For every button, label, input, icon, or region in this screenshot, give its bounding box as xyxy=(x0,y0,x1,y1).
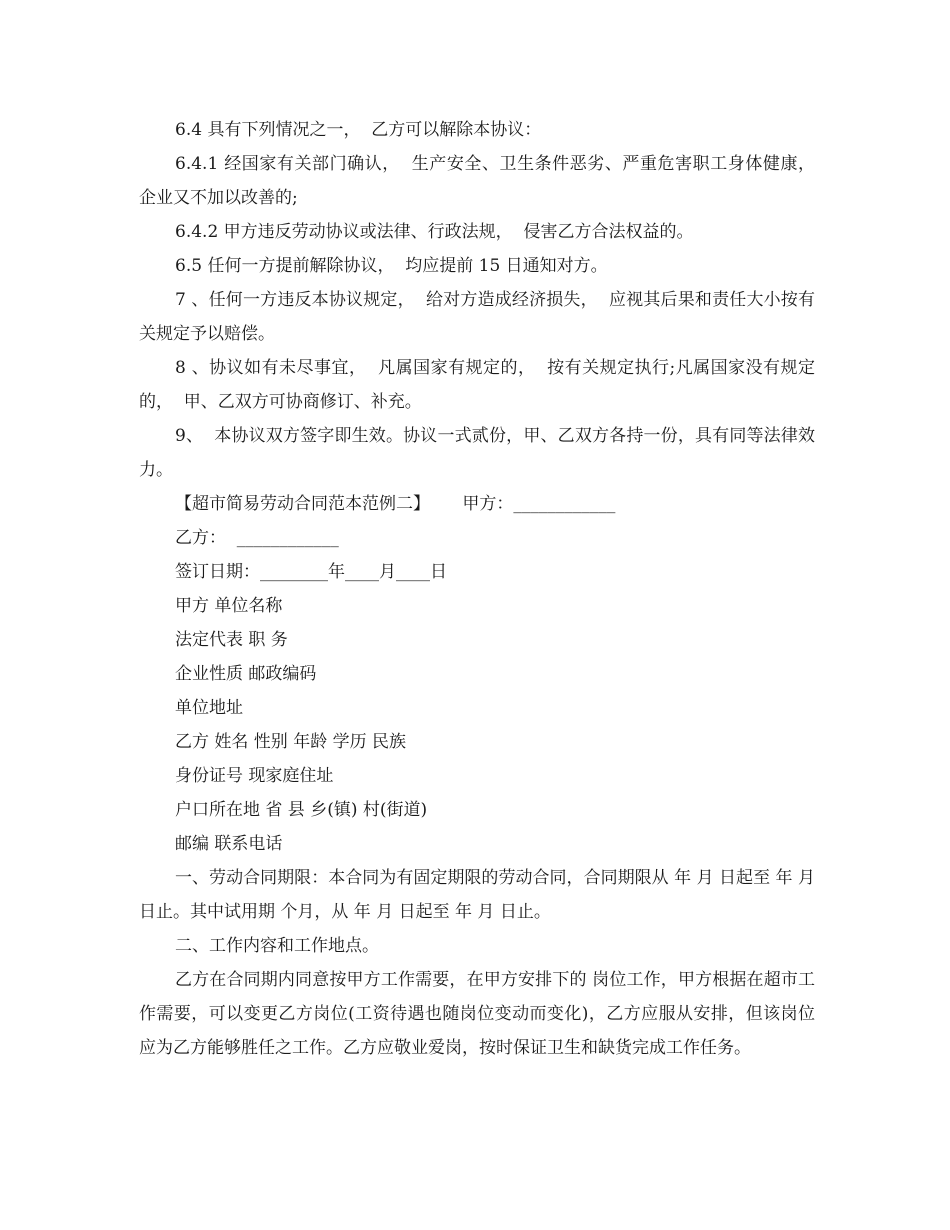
signing-date-line: 签订日期：________年____月____日 xyxy=(175,562,447,582)
postcode-phone-line: 邮编 联系电话 xyxy=(175,834,283,854)
work-content-heading: 二、工作内容和工作地点。 xyxy=(175,936,379,956)
clause-7: 7 、任何一方违反本协议规定， 给对方造成经济损失， 应视其后果和责任大小按有关规定予以赔偿。 xyxy=(139,290,815,344)
contract-term-clause: 一、劳动合同期限：本合同为有固定期限的劳动合同，合同期限从 年 月 日起至 年 月 日止。其中试用期 个月，从 年 月 日起至 年 月 日止。 xyxy=(139,868,821,922)
household-registration-line: 户口所在地 省 县 乡(镇) 村(街道) xyxy=(175,800,428,820)
id-number-line: 身份证号 现家庭住址 xyxy=(175,766,334,786)
clause-8: 8 、协议如有未尽事宜， 凡属国家有规定的， 按有关规定执行;凡属国家没有规定的， 甲、乙双方可协商修订、补充。 xyxy=(139,358,815,412)
work-content-clause: 乙方在合同期内同意按甲方工作需要，在甲方安排下的 岗位工作，甲方根据在超市工作需要，可以变更乙方岗位(工资待遇也随岗位变动而变化)，乙方应服从安排，但该岗位应为乙方能够胜任之工作。乙方应敬业爱岗，按时保证卫生和缺货完成工作任务。 xyxy=(139,970,815,1058)
party-b-info-line: 乙方 姓名 性别 年龄 学历 民族 xyxy=(175,732,407,752)
document-body xyxy=(139,113,826,1065)
clause-6-5: 6.5 任何一方提前解除协议， 均应提前 15 日通知对方。 xyxy=(175,256,608,276)
enterprise-nature-line: 企业性质 邮政编码 xyxy=(175,664,317,684)
clause-6-4-1: 6.4.1 经国家有关部门确认， 生产安全、卫生条件恶劣、严重危害职工身体健康， 企业又不加以改善的; xyxy=(139,154,826,208)
unit-address-line: 单位地址 xyxy=(175,698,243,718)
clause-6-4-2: 6.4.2 甲方违反劳动协议或法律、行政法规， 侵害乙方合法权益的。 xyxy=(175,222,694,242)
party-b-line: 乙方： ____________ xyxy=(175,528,339,548)
party-a-unit-name: 甲方 单位名称 xyxy=(175,596,283,616)
clause-9: 9、 本协议双方签字即生效。协议一式贰份，甲、乙双方各持一份，具有同等法律效力。 xyxy=(139,426,815,480)
legal-representative-line: 法定代表 职 务 xyxy=(175,630,288,650)
clause-6-4: 6.4 具有下列情况之一， 乙方可以解除本协议： xyxy=(175,120,542,140)
section-title-example-two: 【超市简易劳动合同范本范例二】 甲方：____________ xyxy=(175,494,616,514)
